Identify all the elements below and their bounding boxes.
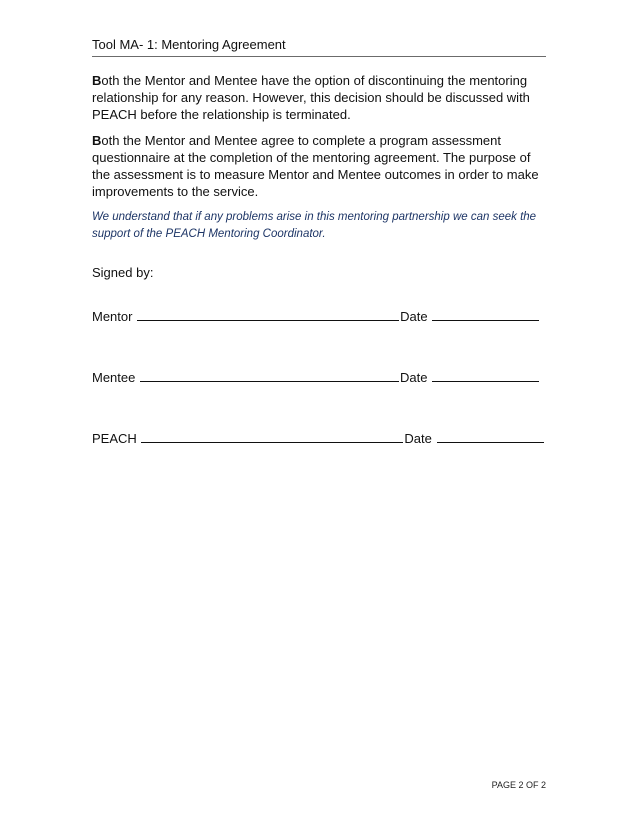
mentor-date-label: Date	[400, 309, 428, 324]
document-title: Tool MA- 1: Mentoring Agreement	[92, 37, 286, 52]
page-number: PAGE 2 OF 2	[491, 780, 546, 790]
mentor-date-line	[432, 307, 539, 321]
mentor-label: Mentor	[92, 309, 133, 324]
paragraph-assessment	[92, 132, 544, 200]
peach-signature-line	[141, 429, 403, 443]
paragraph-initial: B	[92, 73, 102, 88]
signature-row-peach	[92, 429, 544, 447]
signed-by-label: Signed by:	[92, 265, 154, 280]
paragraph-text: oth the Mentor and Mentee agree to complete a program assessment questionnaire at the completion of the mentoring agreement. The purpose of the assessment is to measure Mentor and Mentee outcomes in order to make improvements to the service.	[92, 133, 539, 199]
peach-date-label: Date	[404, 431, 432, 446]
peach-label: PEACH	[92, 431, 137, 446]
mentee-label: Mentee	[92, 370, 136, 385]
paragraph-text: oth the Mentor and Mentee have the option of discontinuing the mentoring relationship for any reason. However, this decision should be discussed with PEACH before the relationship is terminated.	[92, 73, 530, 122]
page-header	[92, 36, 546, 57]
mentee-date-line	[432, 368, 539, 382]
paragraph-discontinue-option	[92, 72, 544, 123]
mentor-signature-line	[137, 307, 399, 321]
peach-date-line	[437, 429, 544, 443]
signature-row-mentor	[92, 307, 544, 325]
mentee-signature-line	[140, 368, 399, 382]
support-statement: We understand that if any problems arise in this mentoring partnership we can seek the support of the PEACH Mentoring Coordinator.	[92, 211, 537, 240]
signature-row-mentee	[92, 368, 544, 386]
paragraph-initial: B	[92, 133, 102, 148]
mentee-date-label: Date	[400, 370, 428, 385]
